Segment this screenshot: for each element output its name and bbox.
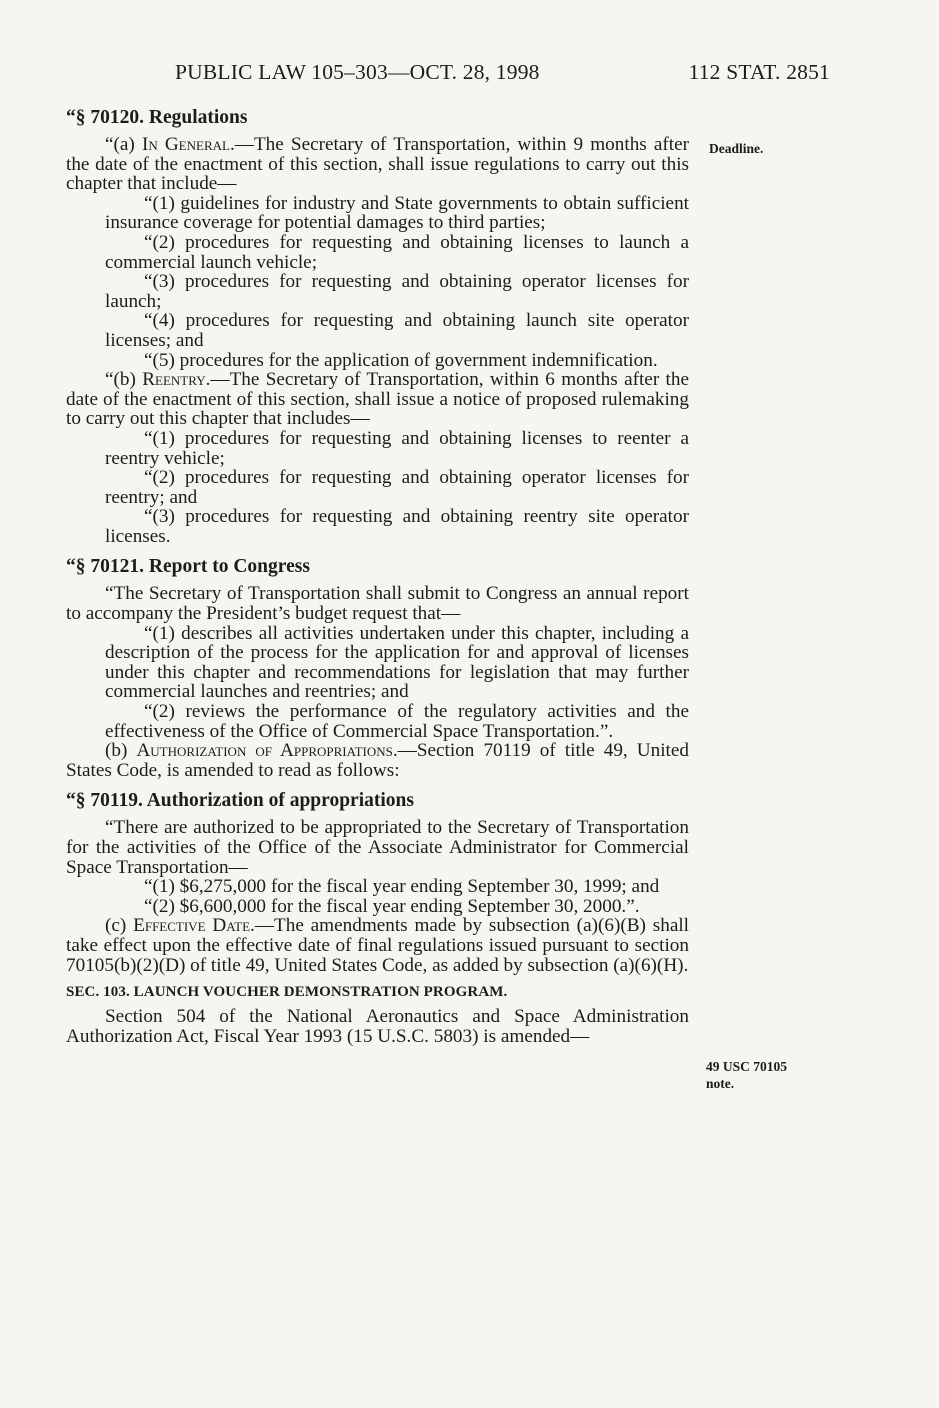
heading-section-70121: “§ 70121. Report to Congress (66, 556, 310, 578)
list-item: “(5) procedures for the application of government indemnification. (144, 349, 658, 371)
report-intro: “The Secretary of Transportation shall submit to Congress an annual report to accompany the President’s budget request that— (66, 583, 689, 625)
list-item: “(2) $6,600,000 for the fiscal year ending September 30, 2000.”. (144, 895, 640, 917)
subsection-b-reentry (66, 370, 689, 429)
subsection-a-general (66, 135, 689, 194)
list-item: “(4) procedures for requesting and obtaining launch site operator licenses; and (105, 310, 689, 351)
list-item: “(3) procedures for requesting and obtaining reentry site operator licenses. (105, 506, 689, 547)
subsection-c-effective-date (66, 916, 689, 975)
list-item: “(1) guidelines for industry and State governments to obtain sufficient insurance coverage for potential damages to third parties; (105, 192, 689, 234)
subsection-b-caption: Reentry (142, 369, 206, 391)
subsection-a-text: .—The Secretary of Transportation, within 9 months after the date of the enactment of this section, shall issue regulations to carry out this chapter that include— (66, 134, 690, 195)
sec-103-text: Section 504 of the National Aeronautics and Space Administration Authorization Act, Fiscal Year 1993 (15 U.S.C. 5803) is amended— (66, 1006, 689, 1047)
effective-caption: Effective Date (133, 915, 251, 937)
effective-prefix: (c) (105, 915, 134, 937)
list-item: “(3) procedures for requesting and obtaining operator licenses for launch; (105, 271, 689, 312)
body-column (66, 107, 689, 1046)
margin-note-usc (706, 1058, 787, 1092)
list-item: “(2) reviews the performance of the regulatory activities and the effectiveness of the Office of Commercial Space Transportation.”. (105, 701, 689, 742)
list-item: “(2) procedures for requesting and obtaining operator licenses for reentry; and (105, 467, 689, 508)
heading-sec-103: SEC. 103. LAUNCH VOUCHER DEMONSTRATION PROGRAM. (66, 984, 508, 1001)
header-law-citation: PUBLIC LAW 105–303—OCT. 28, 1998 (175, 60, 540, 84)
effective-text: .—The amendments made by subsection (a)(6)(B) shall take effect upon the effective date of final regulations issued pursuant to section 70105(b)(2)(D) of title 49, United States Code, as added by subsection (a)(6)(H). (66, 915, 689, 976)
margin-note-deadline: Deadline. (709, 141, 764, 156)
list-item: “(2) procedures for requesting and obtaining licenses to launch a commercial launch vehicle; (105, 231, 689, 273)
auth-text: .—Section 70119 of title 49, United States Code, is amended to read as follows: (66, 740, 689, 781)
margin-note-usc-line2: note. (706, 1076, 735, 1091)
running-header (175, 60, 830, 86)
heading-section-70120: “§ 70120. Regulations (66, 107, 248, 128)
list-item: “(1) describes all activities undertaken under this chapter, including a description of the process for the application for and approval of licenses under this chapter and recommendations for legislation that may further commercial launches and reentries; and (105, 622, 689, 703)
auth-prefix: (b) (105, 740, 137, 762)
header-stat-page: 112 STAT. 2851 (688, 60, 830, 84)
subsection-a-caption: In General (141, 134, 230, 155)
subsection-b-authorization (66, 741, 689, 780)
subsection-a-prefix: “(a) (105, 134, 142, 155)
subsection-b-prefix: “(b) (105, 369, 143, 391)
auth-caption: Authorization of Appropriations (136, 740, 393, 762)
list-item: “(1) $6,275,000 for the fiscal year ending September 30, 1999; and (144, 876, 660, 898)
margin-note-usc-line1: 49 USC 70105 (706, 1059, 788, 1074)
appropriations-intro: “There are authorized to be appropriated to the Secretary of Transportation for the activities of the Office of the Associate Administrator for Commercial Space Transportation— (66, 817, 689, 878)
subsection-b-text: .—The Secretary of Transportation, within 6 months after the date of the enactment of this section, shall issue a notice of proposed rulemaking to carry out this chapter that includes— (66, 369, 689, 430)
heading-section-70119: “§ 70119. Authorization of appropriations (66, 790, 414, 812)
list-item: “(1) procedures for requesting and obtaining licenses to reenter a reentry vehicle; (105, 427, 689, 469)
